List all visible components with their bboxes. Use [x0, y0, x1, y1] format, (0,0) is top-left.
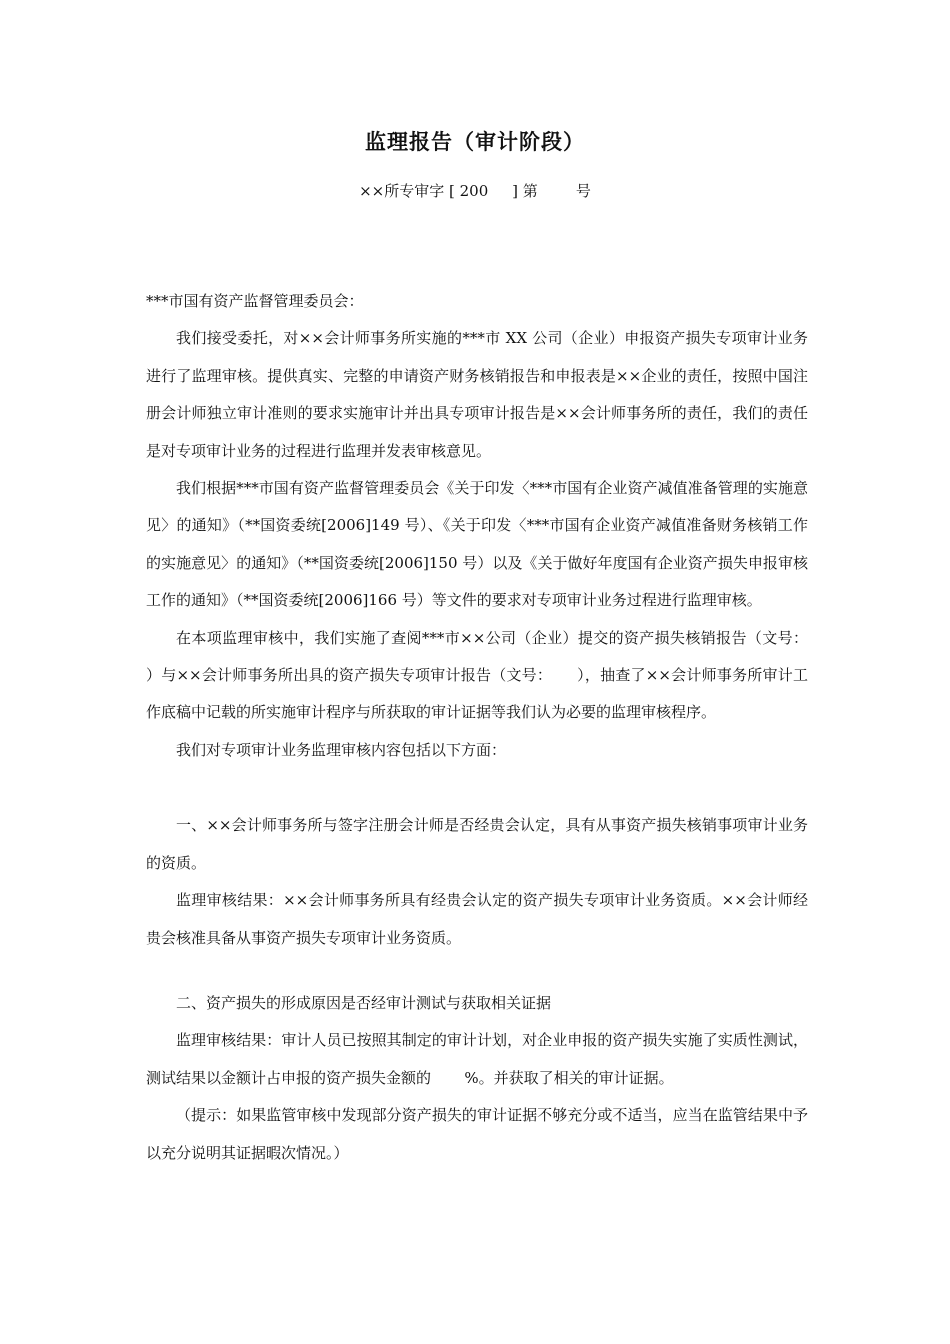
paragraph-basis: 我们根据***市国有资产监督管理委员会《关于印发〈***市国有企业资产减值准备管理的实施意见〉的通知》（**国资委统[2006]149 号）、《关于印发〈***市国有企业资产减值准备财务核销工作的实施意见〉的通知》（**国资委统[2006]150 号）以及《关于做好年度国有企业资产损失申报审核工作的通知》（**国资委统[2006]166 号）等文件的要求对专项审计业务过程进行监理审核。 — [146, 479, 808, 610]
document-body — [146, 283, 828, 1172]
section-2-heading: 二、资产损失的形成原因是否经审计测试与获取相关证据 — [176, 993, 552, 1012]
section-2-hint: （提示：如果监管审核中发现部分资产损失的审计证据不够充分或不适当，应当在监管结果中予以充分说明其证据暇次情况。） — [146, 1106, 808, 1162]
section-1-heading: 一、××会计师事务所与签字注册会计师是否经贵会认定，具有从事资产损失核销事项审计业务的资质。 — [146, 816, 808, 872]
addressee: ***市国有资产监督管理委员会： — [146, 292, 364, 310]
page-title: 监理报告（审计阶段） — [365, 129, 585, 154]
paragraph-scope: 我们对专项审计业务监理审核内容包括以下方面： — [176, 740, 507, 759]
section-1-result: 监理审核结果：××会计师事务所具有经贵会认定的资产损失专项审计业务资质。××会计师经贵会核准具备从事资产损失专项审计业务资质。 — [146, 891, 808, 947]
section-2-result: 监理审核结果：审计人员已按照其制定的审计计划，对企业申报的资产损失实施了实质性测试，测试结果以金额计占申报的资产损失金额的 %。并获取了相关的审计证据。 — [146, 1031, 808, 1087]
paragraph-procedures: 在本项监理审核中，我们实施了查阅***市××公司（企业）提交的资产损失核销报告（文号： ）与××会计师事务所出具的资产损失专项审计报告（文号： ），抽查了××会计师事务所审计工作底稿中记载的所实施审计程序与所获取的审计证据等我们认为必要的监理审核程序。 — [146, 628, 828, 722]
document-number: ××所专审字 [ 200 ] 第 号 — [359, 182, 591, 200]
paragraph-engagement: 我们接受委托，对××会计师事务所实施的***市 XX 公司（企业）申报资产损失专项审计业务进行了监理审核。提供真实、完整的申请资产财务核销报告和申报表是××企业的责任，按照中国注册会计师独立审计准则的要求实施审计并出具专项审计报告是××会计师事务所的责任，我们的责任是对专项审计业务的过程进行监理并发表审核意见。 — [146, 329, 808, 460]
spacer — [146, 957, 808, 985]
spacer — [146, 769, 808, 807]
